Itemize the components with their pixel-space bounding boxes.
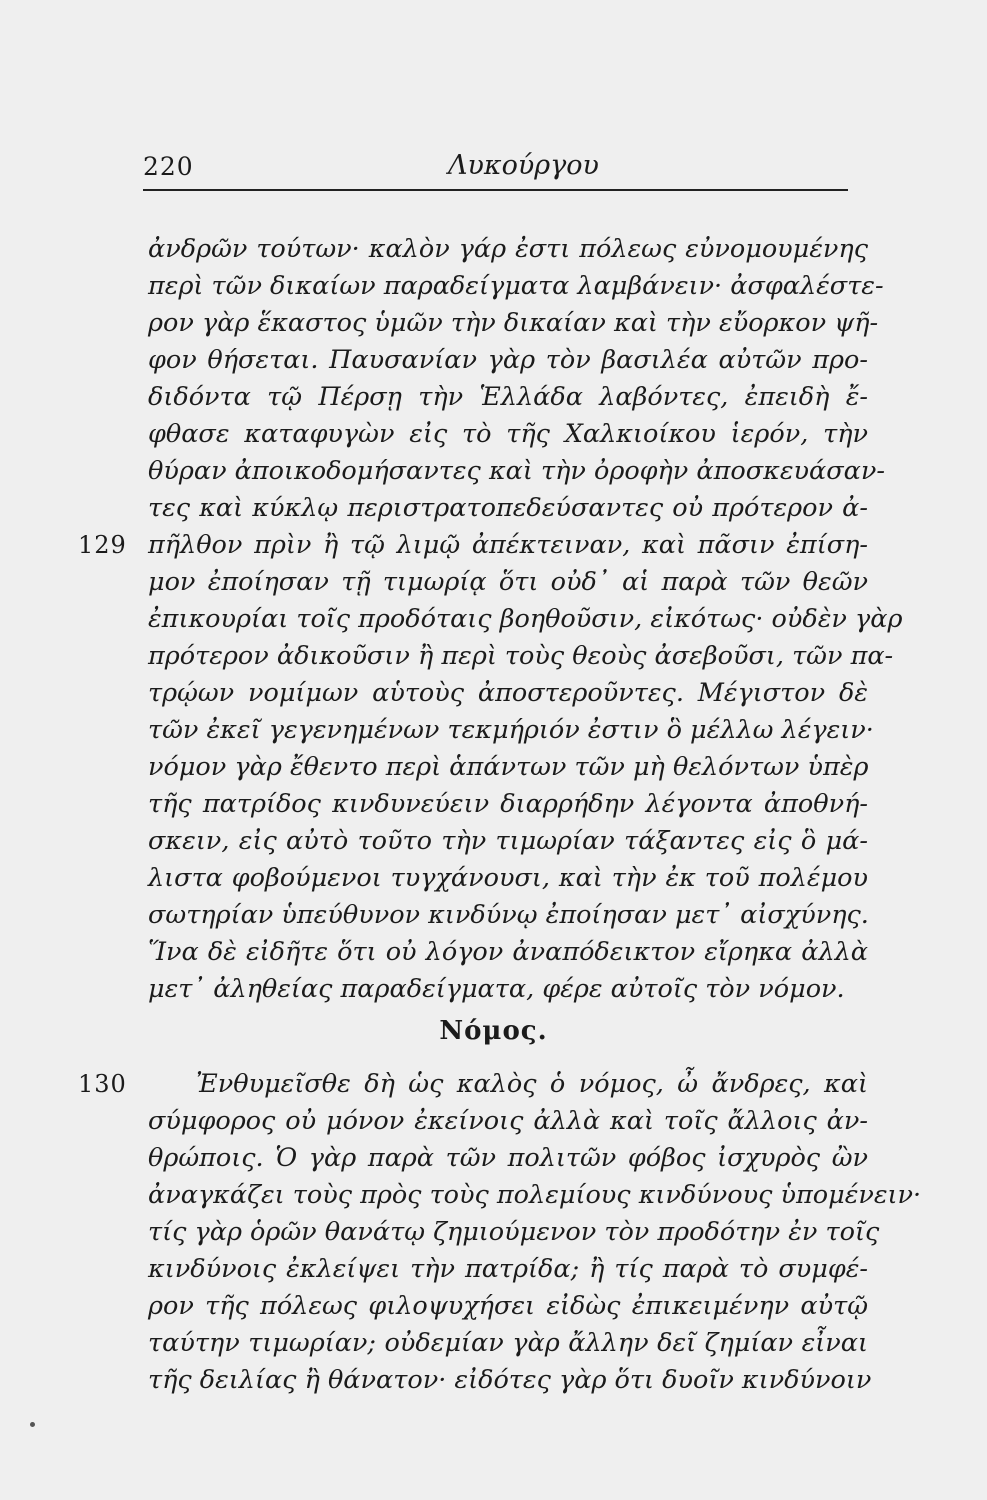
text-line: σύμφορος οὐ μόνον ἐκείνοις ἀλλὰ καὶ τοῖς ἄλλοις ἀν- xyxy=(148,1106,868,1136)
section-number-129: 129 xyxy=(78,531,127,559)
running-title: Λυκούργου xyxy=(448,150,599,181)
text-line: διδόντα τῷ Πέρσῃ τὴν Ἑλλάδα λαβόντες, ἐπειδὴ ἔ- xyxy=(148,382,868,412)
text-line: τίς γὰρ ὁρῶν θανάτῳ ζημιούμενον τὸν προδότην ἐν τοῖς xyxy=(148,1217,880,1247)
text-line: ἀναγκάζει τοὺς πρὸς τοὺς πολεμίους κινδύνους ὑπομένειν· xyxy=(148,1180,922,1210)
ink-speck xyxy=(30,1422,35,1427)
text-line: κινδύνοις ἐκλείψει τὴν πατρίδα; ἢ τίς παρὰ τὸ συμφέ- xyxy=(148,1254,868,1284)
section-number-130: 130 xyxy=(78,1070,127,1098)
header-rule xyxy=(143,189,848,191)
text-line: ταύτην τιμωρίαν; οὐδεμίαν γὰρ ἄλλην δεῖ ζημίαν εἶναι xyxy=(148,1328,868,1358)
text-line: φθασε καταφυγὼν εἰς τὸ τῆς Χαλκιοίκου ἱερόν, τὴν xyxy=(148,419,868,449)
section-heading: Νόμος. xyxy=(439,1016,548,1046)
text-line: πρότερον ἀδικοῦσιν ἢ περὶ τοὺς θεοὺς ἀσεβοῦσι, τῶν πα- xyxy=(148,641,894,671)
text-line: σωτηρίαν ὑπεύθυνον κινδύνῳ ἐποίησαν μετ᾽ αἰσχύνης. xyxy=(148,900,869,930)
text-line: τρῴων νομίμων αὑτοὺς ἀποστεροῦντες. Μέγιστον δὲ xyxy=(148,678,868,708)
text-line: τῆς πατρίδος κινδυνεύειν διαρρήδην λέγοντα ἀποθνή- xyxy=(148,789,868,819)
text-line: πῆλθον πρὶν ἢ τῷ λιμῷ ἀπέκτειναν, καὶ πᾶσιν ἐπίση- xyxy=(148,530,868,560)
text-line: ρον γὰρ ἕκαστος ὑμῶν τὴν δικαίαν καὶ τὴν εὔορκον ψῆ- xyxy=(148,308,879,338)
text-line: Ἐνθυμεῖσθε δὴ ὡς καλὸς ὁ νόμος, ὦ ἄνδρες, καὶ xyxy=(196,1069,868,1099)
text-line: περὶ τῶν δικαίων παραδείγματα λαμβάνειν· ἀσφαλέστε- xyxy=(148,271,884,301)
text-line: θρώποις. Ὁ γὰρ παρὰ τῶν πολιτῶν φόβος ἰσχυρὸς ὢν xyxy=(148,1143,868,1173)
text-line: λιστα φοβούμενοι τυγχάνουσι, καὶ τὴν ἐκ τοῦ πολέμου xyxy=(148,863,868,893)
text-line: μον ἐποίησαν τῇ τιμωρίᾳ ὅτι οὐδ᾽ αἱ παρὰ τῶν θεῶν xyxy=(148,567,868,597)
text-line: τῆς δειλίας ἢ θάνατον· εἰδότες γὰρ ὅτι δυοῖν κινδύνοιν xyxy=(148,1365,872,1395)
text-line: ἀνδρῶν τούτων· καλὸν γάρ ἐστι πόλεως εὐνομουμένης xyxy=(148,234,868,264)
page-number: 220 xyxy=(143,152,194,181)
text-line: ἐπικουρίαι τοῖς προδόταις βοηθοῦσιν, εἰκότως· οὐδὲν γὰρ xyxy=(148,604,903,634)
text-line: τῶν ἐκεῖ γεγενημένων τεκμήριόν ἐστιν ὃ μέλλω λέγειν· xyxy=(148,715,874,745)
text-line: νόμον γὰρ ἔθεντο περὶ ἁπάντων τῶν μὴ θελόντων ὑπὲρ xyxy=(148,752,869,782)
text-line: φον θήσεται. Παυσανίαν γὰρ τὸν βασιλέα αὐτῶν προ- xyxy=(148,345,868,375)
text-line: Ἵνα δὲ εἰδῆτε ὅτι οὐ λόγον ἀναπόδεικτον εἴρηκα ἀλλὰ xyxy=(148,937,868,967)
text-line: θύραν ἀποικοδομήσαντες καὶ τὴν ὀροφὴν ἀποσκευάσαν- xyxy=(148,456,886,486)
text-line: τες καὶ κύκλῳ περιστρατοπεδεύσαντες οὐ πρότερον ἀ- xyxy=(148,493,868,523)
text-line: σκειν, εἰς αὐτὸ τοῦτο τὴν τιμωρίαν τάξαντες εἰς ὃ μά- xyxy=(148,826,868,856)
text-line: μετ᾽ ἀληθείας παραδείγματα, φέρε αὐτοῖς τὸν νόμον. xyxy=(148,974,845,1004)
text-line: ρον τῆς πόλεως φιλοψυχήσει εἰδὼς ἐπικειμένην αὐτῷ xyxy=(148,1291,868,1321)
